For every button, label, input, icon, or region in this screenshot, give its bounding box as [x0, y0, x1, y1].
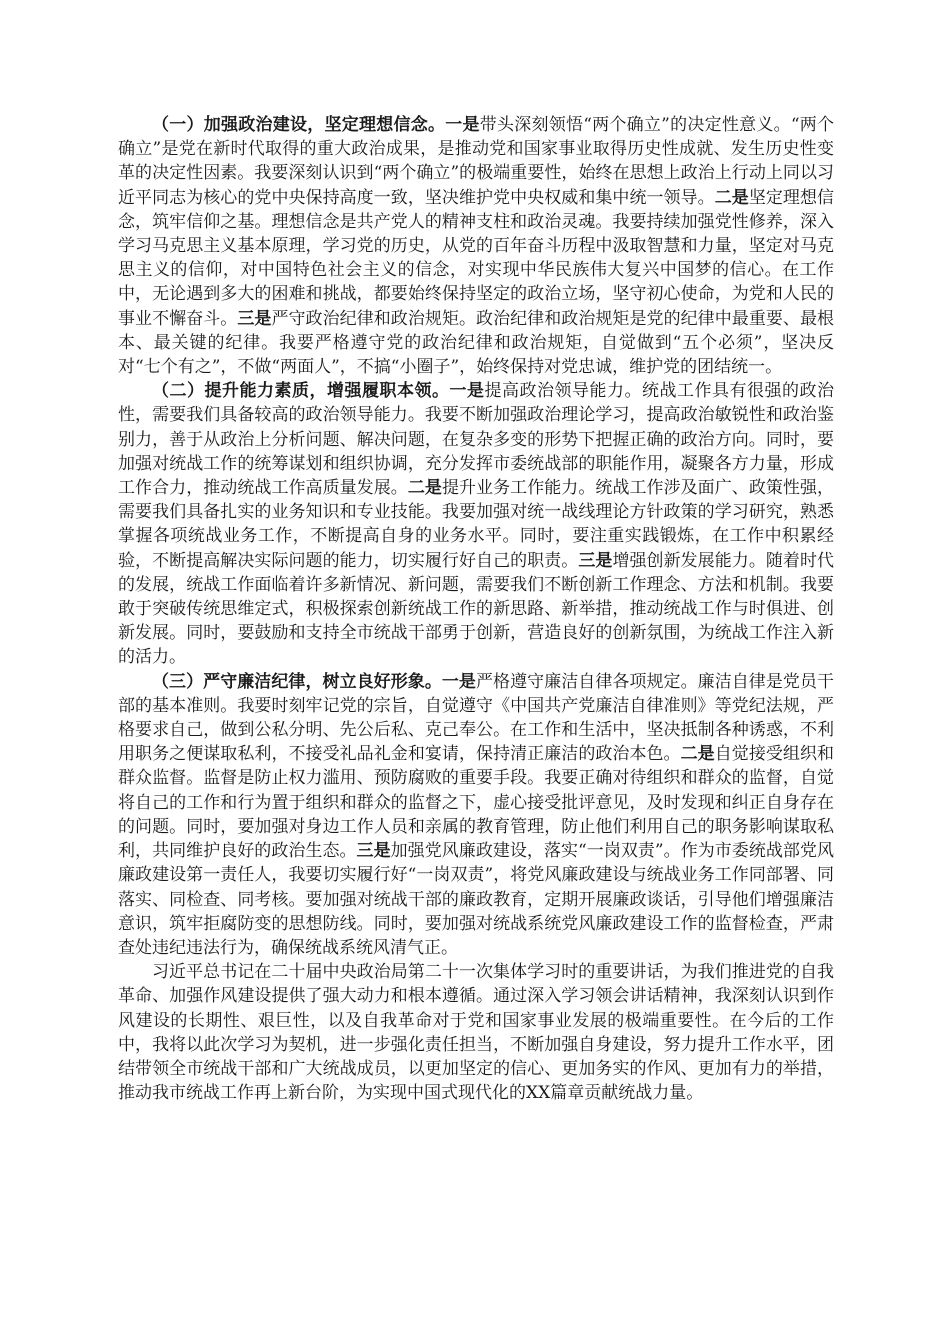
point-text: 增强创新发展能力。随着时代的发展，统战工作面临着许多新情况、新问题，需要我们不断创新工作理念、方法和机制。我要敢于突破传统思维定式，积极探索创新统战工作的新思路、新举措，推动统战工作与时俱进、创新发展。同时，要鼓励和支持全市统战干部勇于创新，营造良好的创新氛围，为统战工作注入新的活力。 — [118, 550, 835, 668]
point-text: 坚定理想信念，筑牢信仰之基。理想信念是共产党人的精神支柱和政治灵魂。我要持续加强党性修养，深入学习马克思主义基本原理，学习党的历史，从党的百年奋斗历程中汲取智慧和力量，坚定对马克思主义的信仰，对中国特色社会主义的信念，对实现中华民族伟大复兴中国梦的信心。在工作中，无论遇到多大的困难和挑战，都要始终保持坚定的政治立场，坚守初心使命，为党和人民的事业不懈奋斗。 — [118, 187, 835, 329]
point-text: 自觉接受组织和群众监督。监督是防止权力滥用、预防腐败的重要手段。我要正确对待组织和群众的监督，自觉将自己的工作和行为置于组织和群众的监督之下，虚心接受批评意见，及时发现和纠正自身存在的问题。同时，要加强对身边工作人员和亲属的教育管理，防止他们利用自己的职务影响谋取私利，共同维护良好的政治生态。 — [118, 744, 835, 862]
point-text: 严格遵守廉洁自律各项规定。廉洁自律是党员干部的基本准则。我要时刻牢记党的宗旨，自觉遵守《中国共产党廉洁自律准则》等党纪法规，严格要求自己，做到公私分明、先公后私、克己奉公。在工作和生活中，坚决抵制各种诱惑，不利用职务之便谋取私利，不接受礼品礼金和宴请，保持清正廉洁的政治本色。 — [118, 671, 835, 765]
section-heading: （一）加强政治建设，坚定理想信念。 — [152, 115, 446, 135]
point-lead: 一是 — [441, 671, 476, 692]
point-lead: 一是 — [449, 381, 485, 402]
section-paragraph-1 — [118, 113, 834, 379]
point-lead: 三是 — [356, 841, 391, 862]
point-text: 提高政治领导能力。统战工作具有很强的政治性，需要我们具备较高的政治领导能力。我要不断加强政治理论学习，提高政治敏锐性和政治鉴别力，善于从政治上分析问题、解决问题，在复杂多变的形势下把握正确的政治方向。同时，要加强对统战工作的统筹谋划和组织协调，充分发挥市委统战部的职能作用，凝聚各方力量，形成工作合力，推动统战工作高质量发展。 — [118, 381, 834, 499]
point-text: 加强党风廉政建设，落实“一岗双责”。作为市委统战部党风廉政建设第一责任人，我要切实履行好“一岗双责”，将党风廉政建设与统战业务工作同部署、同落实、同检查、同考核。要加强对统战干部的廉政教育，定期开展廉政谈话，引导他们增强廉洁意识，筑牢拒腐防变的思想防线。同时，要加强对统战系统党风廉政建设工作的监督检查，严肃查处违纪违法行为，确保统战系统风清气正。 — [118, 841, 835, 958]
point-text: 提升业务工作能力。统战工作涉及面广、政策性强，需要我们具备扎实的业务知识和专业技能。我要加强对统一战线理论方针政策的学习研究，熟悉掌握各项统战业务工作，不断提高自身的业务水平。同时，要注重实践锻炼，在工作中积累经验，不断提高解决实际问题的能力，切实履行好自己的职责。 — [118, 478, 835, 571]
point-lead: 三是 — [237, 308, 272, 329]
point-text: 严守政治纪律和政治规矩。政治纪律和政治规矩是党的纪律中最重要、最根本、最关键的纪律。我要严格遵守党的政治纪律和政治规矩，自觉做到“五个必须”，坚决反对“七个有之”，不做“两面人”，不搞“小圈子”，始终保持对党忠诚，维护党的团结统一。 — [118, 308, 835, 378]
document-body — [118, 113, 834, 1105]
point-lead: 一是 — [445, 115, 480, 135]
section-heading: （二）提升能力素质，增强履职本领。 — [152, 381, 450, 402]
section-paragraph-2 — [118, 379, 834, 669]
point-lead: 二是 — [714, 187, 749, 208]
point-text: 带头深刻领悟“两个确立”的决定性意义。“两个确立”是党在新时代取得的重大政治成果，是推动党和国家事业取得历史性成就、发生历史性变革的决定性因素。我要深刻认识到“两个确立”的极端重要性，始终在思想上政治上行动上同以习近平同志为核心的党中央保持高度一致，坚决维护党中央权威和集中统一领导。 — [118, 115, 834, 208]
point-lead: 二是 — [680, 744, 715, 765]
section-paragraph-3 — [118, 670, 834, 960]
point-lead: 二是 — [407, 478, 442, 499]
section-heading: （三）严守廉洁纪律，树立良好形象。 — [152, 671, 442, 692]
point-lead: 三是 — [578, 550, 613, 571]
closing-paragraph: 习近平总书记在二十届中央政治局第二十一次集体学习时的重要讲话，为我们推进党的自我革命、加强作风建设提供了强大动力和根本遵循。通过深入学习领会讲话精神，我深刻认识到作风建设的长期性、艰巨性，以及自我革命对于党和国家事业发展的极端重要性。在今后的工作中，我将以此次学习为契机，进一步强化责任担当，不断加强自身建设，努力提升工作水平，团结带领全市统战干部和广大统战成员，以更加坚定的信心、更加务实的作风、更加有力的举措，推动我市统战工作再上新台阶，为实现中国式现代化的XX篇章贡献统战力量。 — [118, 962, 834, 1104]
